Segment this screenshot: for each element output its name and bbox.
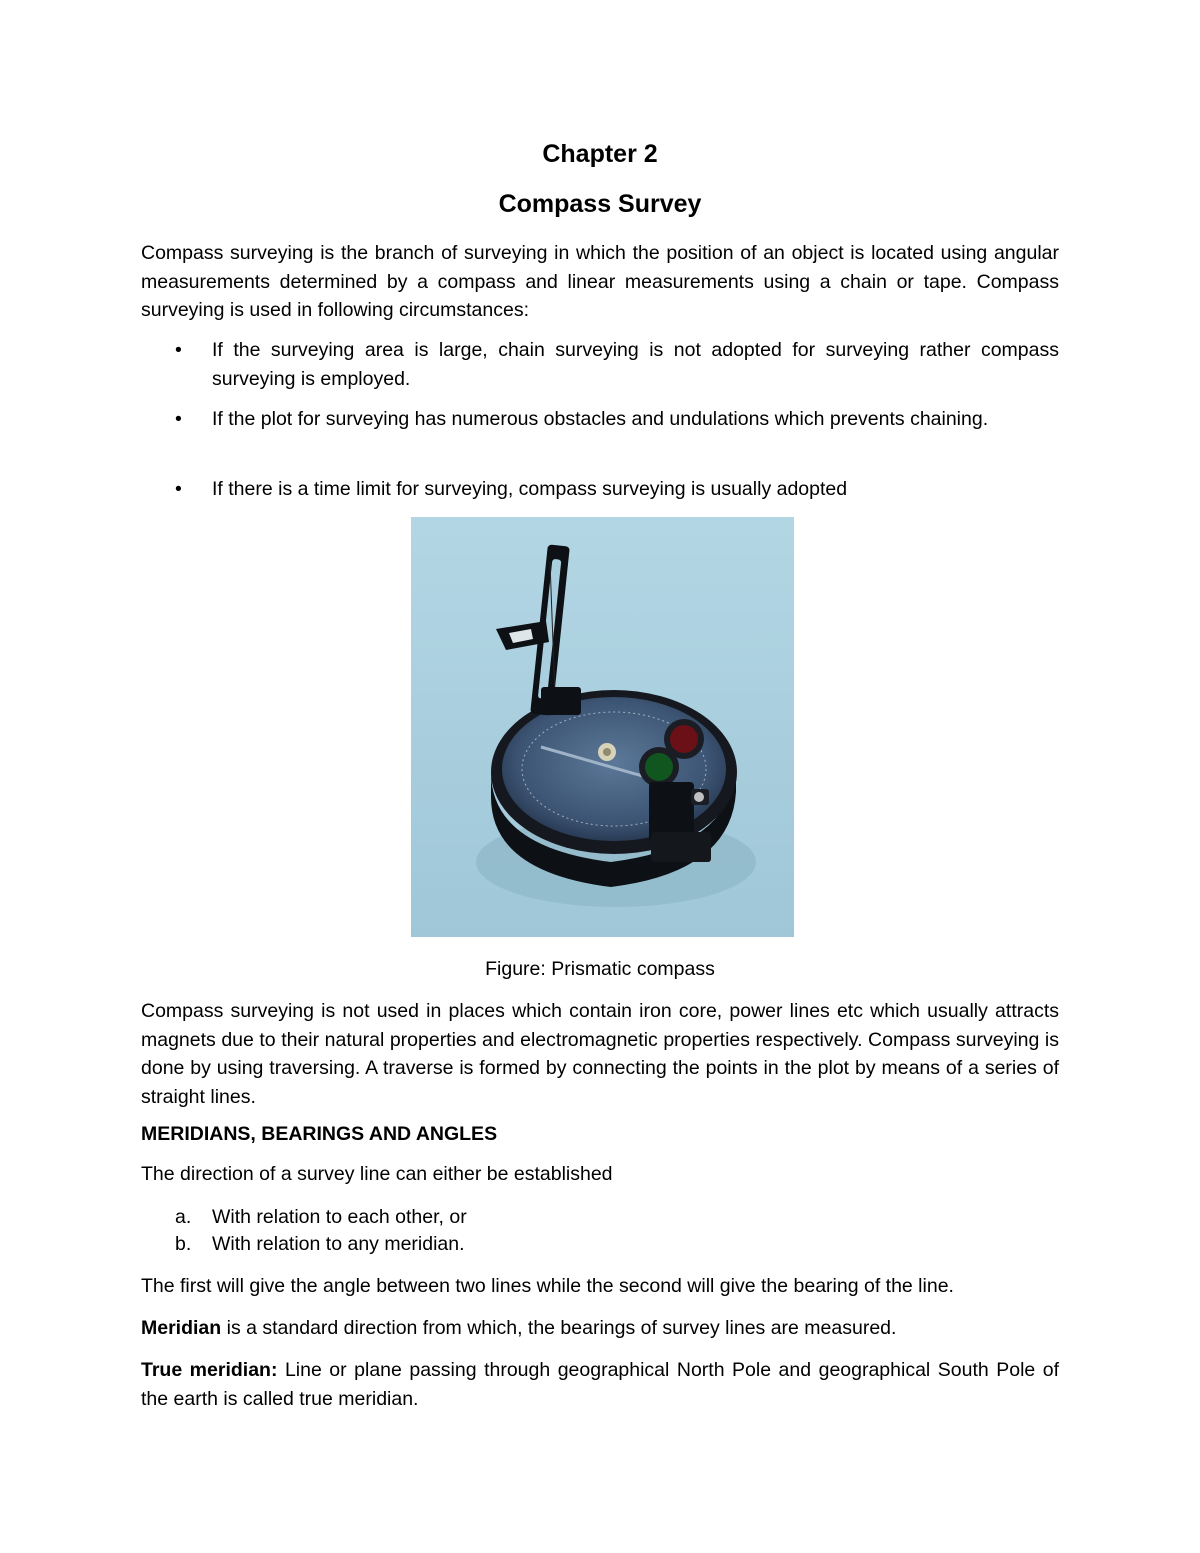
meridian-definition bbox=[141, 1314, 1059, 1343]
list-item-text: If there is a time limit for surveying, compass surveying is usually adopted bbox=[212, 478, 848, 500]
direction-intro: The direction of a survey line can either be established bbox=[141, 1163, 613, 1185]
list-marker: b. bbox=[175, 1233, 192, 1255]
intro-paragraph: Compass surveying is the branch of surveying in which the position of an object is located using angular measurements determined by a compass and linear measurements using a chain or tape. Compass surveying is used in following circumstances: bbox=[141, 242, 1059, 321]
bullet-icon: • bbox=[175, 408, 182, 430]
document-title: Compass Survey bbox=[498, 190, 702, 218]
prismatic-compass-photo bbox=[411, 517, 794, 937]
meridian-term: Meridian bbox=[141, 1317, 222, 1339]
bullet-icon: • bbox=[175, 478, 182, 500]
list-item-text: With relation to any meridian. bbox=[212, 1233, 465, 1255]
meridian-text: is a standard direction from which, the bearings of survey lines are measured. bbox=[221, 1317, 897, 1339]
paragraph-traverse: Compass surveying is not used in places which contain iron core, power lines etc which usually attracts magnets due to their natural properties and electromagnetic properties respectively. Compass surveying is done by using traversing. A traverse is formed by connecting the points in the plot by means of a series of straight lines. bbox=[141, 1000, 1059, 1108]
chapter-title: Chapter 2 bbox=[542, 140, 658, 168]
bullet-icon: • bbox=[175, 339, 182, 361]
list-item-text: With relation to each other, or bbox=[212, 1206, 467, 1228]
true-meridian-term: True meridian: bbox=[141, 1359, 278, 1381]
section-heading: MERIDIANS, BEARINGS AND ANGLES bbox=[141, 1123, 498, 1145]
paragraph-angle-bearing: The first will give the angle between two lines while the second will give the bearing of the line. bbox=[141, 1275, 954, 1297]
true-meridian-definition bbox=[141, 1356, 1059, 1413]
compass-illustration bbox=[411, 517, 794, 937]
list-item-text: If the surveying area is large, chain surveying is not adopted for surveying rather compass surveying is employed. bbox=[212, 339, 1059, 390]
figure-caption: Figure: Prismatic compass bbox=[485, 958, 715, 980]
list-item-text: If the plot for surveying has numerous obstacles and undulations which prevents chaining. bbox=[212, 408, 989, 430]
list-marker: a. bbox=[175, 1206, 192, 1228]
true-meridian-text: Line or plane passing through geographical North Pole and geographical South Pole of the earth is called true meridian. bbox=[141, 1359, 1059, 1410]
